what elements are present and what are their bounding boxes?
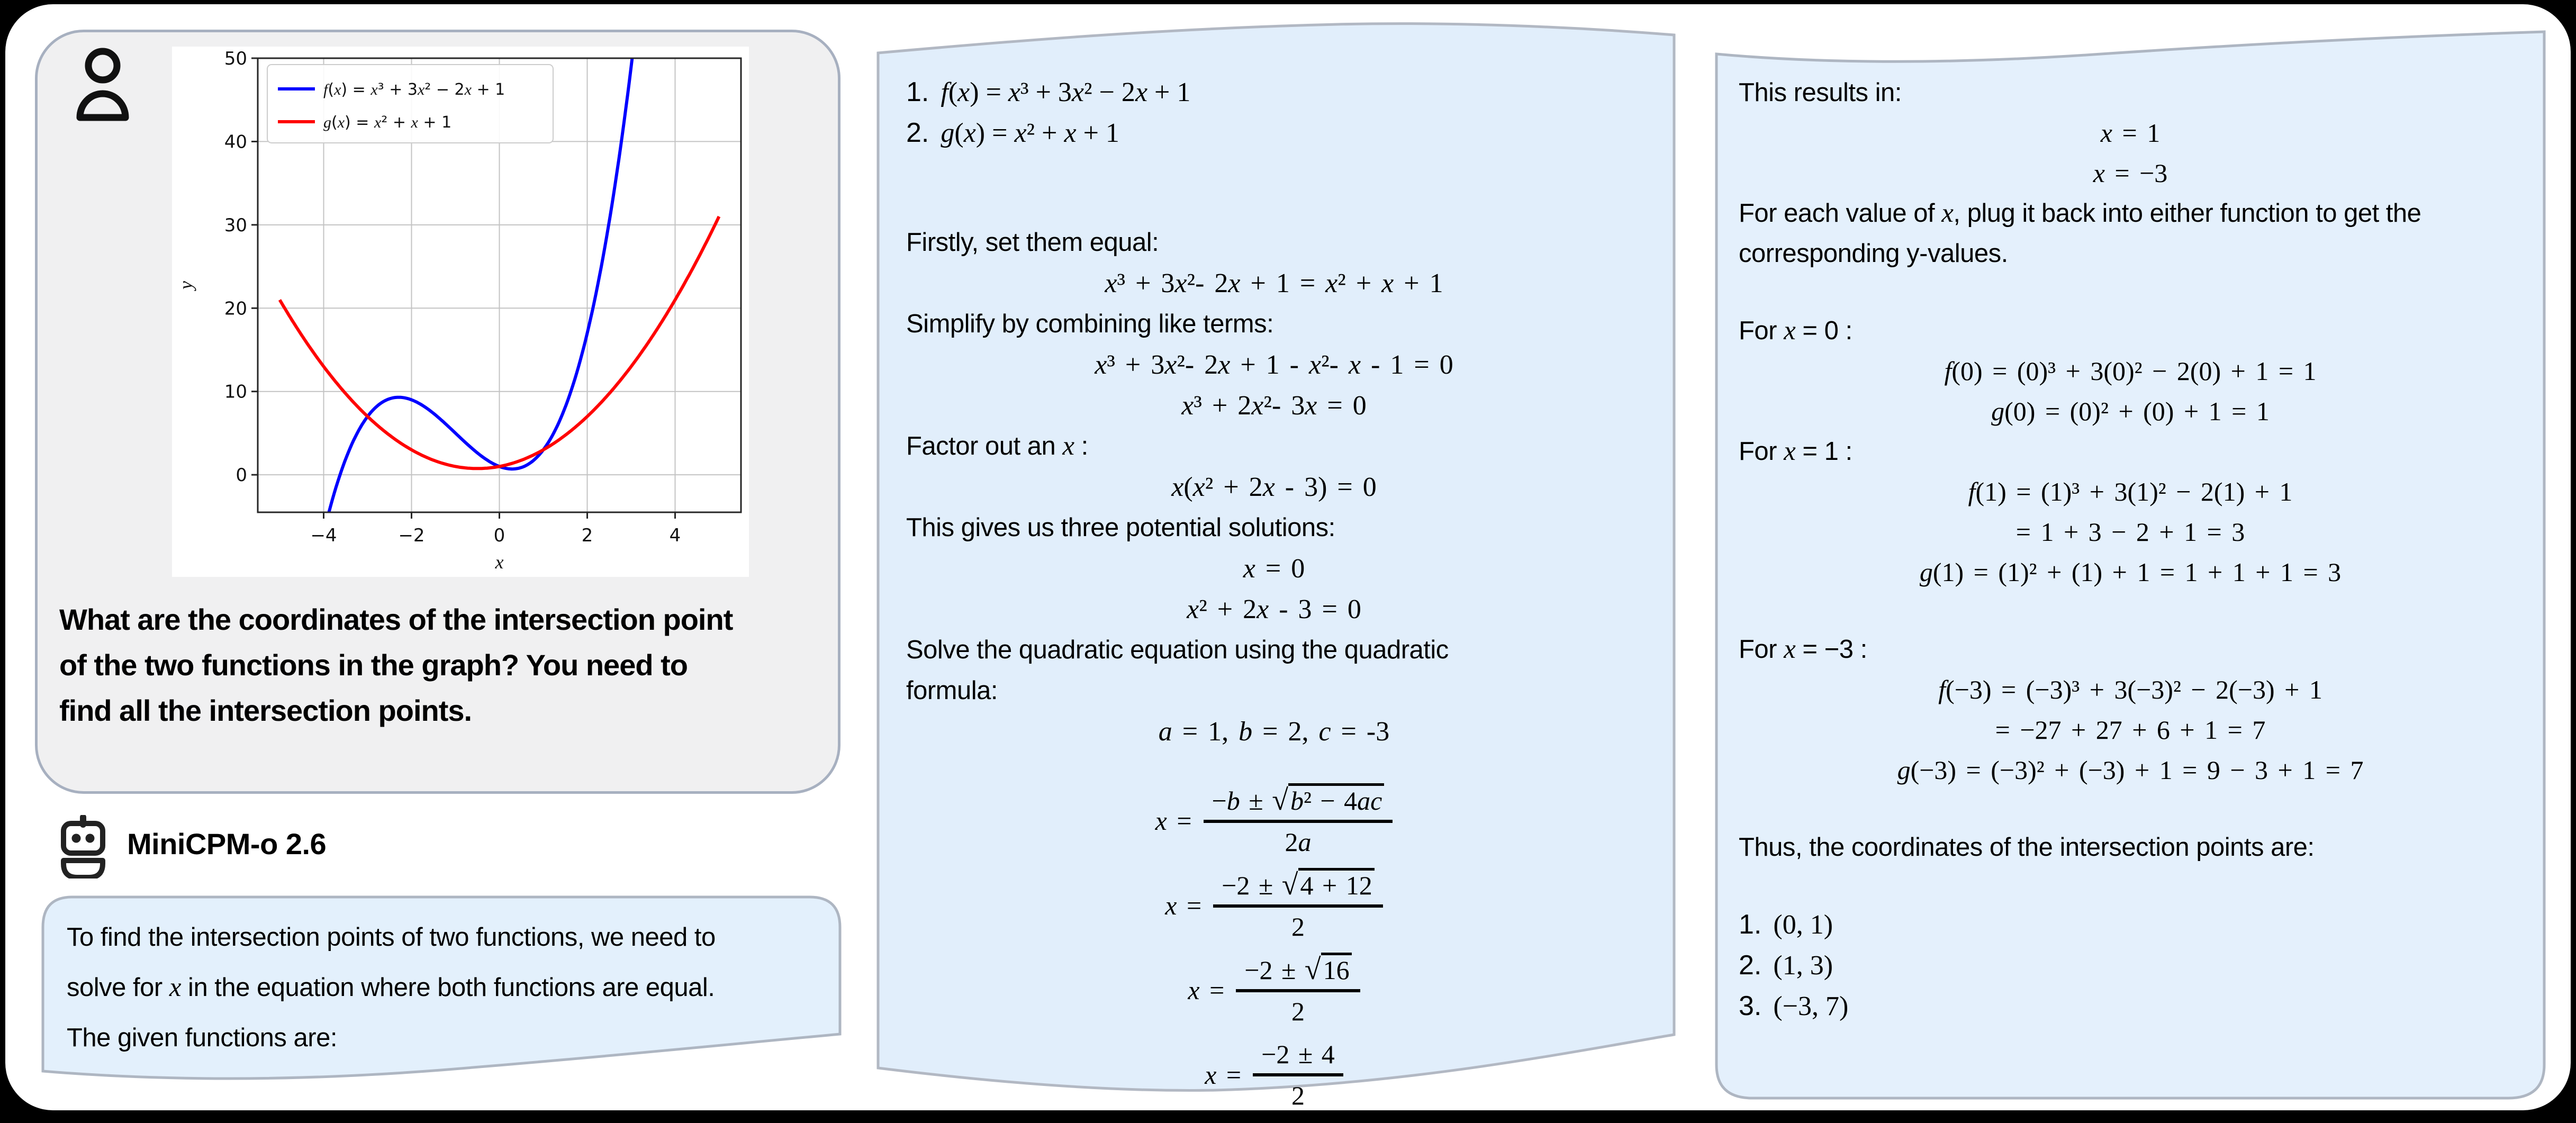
equation-line: x³ + 3x²- 2x + 1 - x²- x - 1 = 0 [1095,350,1453,380]
equation-line: f(0) = (0)³ + 3(0)² − 2(0) + 1 = 1 [1944,356,2317,386]
equation-line: = −27 + 27 + 6 + 1 = 7 [1995,715,2266,745]
equation-line: x³ + 3x²- 2x + 1 = x² + x + 1 [1105,268,1443,298]
spacer [1739,592,2522,629]
svg-text:x: x [495,551,504,573]
equation-line: g(1) = (1)² + (1) + 1 = 1 + 1 + 1 = 3 [1919,557,2342,587]
list-item: 1. f(x) = x³ + 3x² − 2x + 1 [906,77,1191,107]
spacer [906,153,1642,222]
svg-text:f(x) = x³ + 3x² − 2x + 1: f(x) = x³ + 3x² − 2x + 1 [323,80,505,99]
spacer [1739,867,2522,904]
middle-panel-content [906,72,1642,1117]
svg-text:2: 2 [581,525,593,546]
svg-text:40: 40 [224,131,247,153]
svg-text:20: 20 [224,298,247,320]
list-item: 1. (0, 1) [1739,909,1833,940]
robot-icon [55,815,111,879]
prose-line: For x = 0 : [1739,316,1852,346]
prose-line: For x = −3 : [1739,635,1867,664]
equation-line: x³ + 2x²- 3x = 0 [1181,391,1367,421]
prose-line: Solve the quadratic equation using the quadratic formula: [906,636,1449,705]
spacer [1739,790,2522,827]
equation-line: a = 1, b = 2, c = -3 [1158,717,1390,747]
svg-text:4: 4 [669,525,681,546]
list-item: 2. (1, 3) [1739,950,1833,981]
prose-line: For x = 1 : [1739,437,1852,466]
spacer [1739,274,2522,311]
equation-line: f(1) = (1)³ + 3(1)² − 2(1) + 1 [1968,477,2293,506]
prose-line: For each value of x, plug it back into either function to get the corresponding y-values. [1739,198,2421,268]
svg-text:30: 30 [224,214,247,236]
svg-text:0: 0 [236,465,247,486]
bot-intro-text: To find the intersection points of two functions, we need to solve for x in the equation where both functions are equal. The given functions are: [67,923,716,1052]
list-item: 2. g(x) = x² + x + 1 [906,117,1119,148]
equation-line: x = 1 [2100,118,2161,148]
equation-line: x(x² + 2x - 3) = 0 [1171,472,1377,502]
svg-text:0: 0 [493,525,505,546]
prose-line: Simplify by combining like terms: [906,310,1274,338]
user-question: What are the coordinates of the intersection point of the two functions in the graph? You need to find all the intersection points. [59,603,733,727]
prose-line: This results in: [1739,78,1902,107]
function-plot [172,47,749,577]
equation-line: = 1 + 3 − 2 + 1 = 3 [2015,517,2245,547]
svg-text:y: y [175,281,196,289]
equation-line: g(−3) = (−3)² + (−3) + 1 = 9 − 3 + 1 = 7 [1897,755,2364,785]
fraction-equation: x = $\frac{-2 \pm √4 + 12}{2}$ [906,863,1642,948]
prose-line: Thus, the coordinates of the intersection points are: [1739,833,2315,862]
fraction-equation: x = $\frac{-2 \pm √16}{2}$ [906,948,1642,1033]
fraction-equation: x = $\frac{\text{−b ± √b² − 4ac}}{2a}$ [906,778,1642,863]
prose-line: Firstly, set them equal: [906,228,1159,257]
equation-line: g(0) = (0)² + (0) + 1 = 1 [1991,396,2270,426]
bot-name: MiniCPM-o 2.6 [127,827,327,861]
equation-line: x² + 2x - 3 = 0 [1187,594,1361,624]
svg-text:g(x) = x² + x + 1: g(x) = x² + x + 1 [323,113,452,132]
prose-line: This gives us three potential solutions: [906,513,1335,542]
svg-text:−2: −2 [398,525,425,546]
svg-text:−4: −4 [310,525,337,546]
equation-line: f(−3) = (−3)³ + 3(−3)² − 2(−3) + 1 [1938,675,2322,704]
spacer [906,752,1642,778]
list-item: 3. (−3, 7) [1739,991,1849,1021]
right-panel-content [1739,73,2522,1027]
equation-line: x = −3 [2093,158,2168,188]
equation-line: x = 0 [1243,554,1305,584]
svg-text:50: 50 [224,48,247,69]
svg-text:10: 10 [224,381,247,403]
prose-line: Factor out an x : [906,431,1088,461]
person-icon [73,44,132,124]
fraction-equation: x = $\frac{-2 \pm 4}{2}$ [906,1033,1642,1117]
